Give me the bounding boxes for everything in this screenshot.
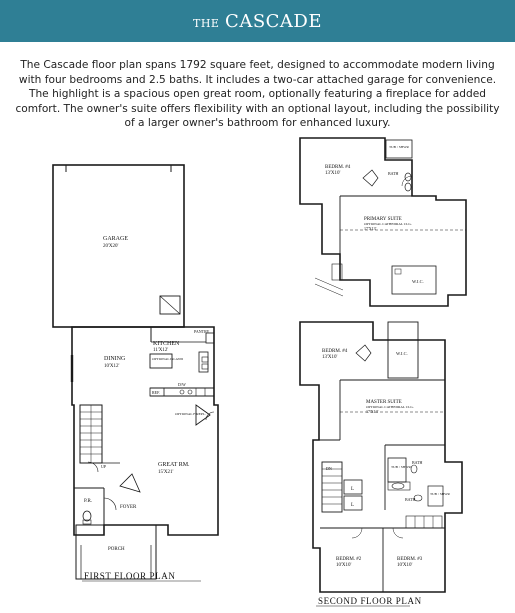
title-name: CASCADE [225, 10, 322, 32]
opt-bedroom4-size: 13'X10' [325, 171, 341, 176]
bedroom4-label: BEDRM. #4 [322, 349, 348, 354]
bedroom4-size: 13'X10' [322, 355, 338, 360]
kitchen-label: KITCHEN [153, 341, 180, 347]
garage-label: GARAGE [103, 236, 128, 242]
master-suite-note: OPTIONAL CATHEDRAL CLG. [366, 405, 414, 409]
pantry-label: PANTRY [194, 329, 210, 334]
wic-label: W.I.C. [396, 351, 408, 356]
house-outline [72, 327, 218, 535]
master-tub-label: TUB / SHWR [391, 465, 411, 469]
kitchen-size: 11'X12' [153, 348, 169, 353]
master-bath-label: BATH [412, 460, 423, 465]
stair-up-label: UP [101, 464, 107, 469]
hall-tub [428, 486, 443, 506]
foyer-closet [120, 474, 140, 492]
title-prefix: THE [192, 16, 220, 30]
garage-walls [53, 165, 184, 327]
opt-bath-label: BATH [388, 171, 399, 176]
laundry-label: L [351, 487, 355, 492]
great-room-label: GREAT RM. [158, 462, 190, 468]
dw-label: D/W [178, 382, 186, 387]
fireplace-label: OPTIONAL FIREPL. [175, 412, 206, 416]
master-suite-label: MASTER SUITE [366, 400, 402, 405]
hall-tub-label: TUB / SHWR [430, 492, 450, 496]
stair-down-label: DN [326, 466, 332, 471]
opt-tub-label: TUB / SHWR [389, 145, 409, 149]
primary-suite-size: 17'X13' [364, 226, 377, 231]
bedroom3-label: BEDRM. #3 [397, 557, 423, 562]
primary-suite-note: OPTIONAL CATHEDRAL CLG. [364, 222, 412, 226]
dining-label: DINING [104, 356, 126, 362]
porch-label: PORCH [108, 547, 125, 552]
dining-size: 10'X12' [104, 364, 120, 369]
master-suite-size: 17'X13' [366, 409, 379, 414]
powder-room-toilet [83, 511, 91, 521]
optional-tub [386, 140, 412, 158]
primary-suite-label: PRIMARY SUITE [364, 217, 402, 222]
foyer-label: FOYER [120, 505, 137, 510]
bedroom3-size: 10'X10' [397, 563, 413, 568]
first-floor-walls [53, 165, 218, 581]
first-floor-caption: FIRST FLOOR PLAN [84, 571, 176, 581]
opt-wic-label: W.I.C. [412, 279, 424, 284]
ref-label: REF. [152, 390, 161, 395]
hall-bath-label: BATH [405, 497, 416, 502]
second-floor-wic [388, 322, 418, 378]
master-tub [388, 458, 406, 482]
island-label: OPTIONAL ISLAND [152, 357, 184, 361]
bedroom2-label: BEDRM. #2 [336, 557, 362, 562]
opt-bedroom4-label: BEDRM. #4 [325, 165, 351, 170]
great-room-size: 15'X21' [158, 470, 174, 475]
plan-description: The Cascade floor plan spans 1792 square feet, designed to accommodate modern living with four bedrooms and 2.5 baths. It includes a two-car attached garage for convenience. The highlight is a spacious open great room, optionally featuring a fireplace for added comfort. The owner's suite offers flexibility with an optional layout, including the possibility of a larger owner's bathroom for enhanced luxury. [15, 59, 500, 129]
linen-label: L [351, 503, 355, 508]
second-floor-caption: SECOND FLOOR PLAN [318, 596, 422, 606]
second-floor-stair [322, 462, 342, 512]
powder-room-label: P.R. [84, 499, 93, 504]
garage-size: 20'X20' [103, 244, 119, 249]
second-floor-walls [300, 322, 462, 606]
bedroom2-size: 10'X10' [336, 563, 352, 568]
